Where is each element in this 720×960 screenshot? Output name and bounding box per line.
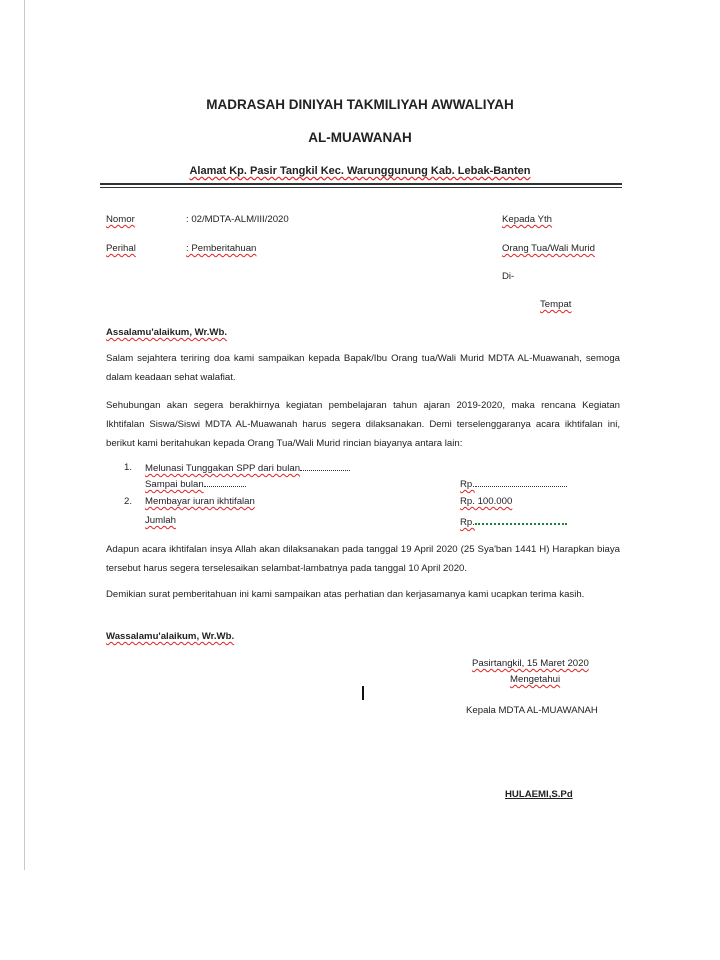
- paragraph-2: Sehubungan akan segera berakhirnya kegiatan pembelajaran tahun ajaran 2019-2020, maka rencana Kegiatan Ikhtifalan Siswa/Siswi MDTA AL-Muawanah harus segera dilaksanakan. Demi terselenggaranya acara ikhtifalan ini, berikut kami beritahukan kepada Orang Tua/Wali Murid rincian biayanya antara lain:: [106, 400, 620, 449]
- recipient-line1: Kepada Yth: [502, 214, 552, 225]
- paragraph-1: Salam sejahtera teriring doa kami sampaikan kepada Bapak/Ibu Orang tua/Wali Murid MDTA AL-Muawanah, semoga dalam keadaan sehat walafiat.: [106, 353, 620, 383]
- paragraph-4: Demikian surat pemberitahuan ini kami sampaikan atas perhatian dan kerjasamanya kami ucapkan terima kasih.: [106, 589, 585, 600]
- letter-title-line1: MADRASAH DINIYAH TAKMILIYAH AWWALIYAH: [206, 97, 514, 112]
- list-item2-text: Membayar iuran ikhtifalan: [145, 496, 255, 507]
- header-rule-thick: [100, 183, 622, 185]
- closing: Wassalamu'alaikum, Wr.Wb.: [106, 631, 235, 642]
- nomor-value: : 02/MDTA-ALM/III/2020: [186, 214, 289, 225]
- recipient-line3: Di-: [502, 271, 515, 282]
- letter-title-line2: AL-MUAWANAH: [308, 130, 412, 145]
- list-item1-text: Melunasi Tunggakan SPP dari bulan: [145, 462, 350, 475]
- list-total-amount: Rp.: [460, 515, 567, 529]
- header-rule-thin: [100, 187, 622, 188]
- list-item1-sub: Sampai bulan: [145, 478, 246, 491]
- list-total-label: Jumlah: [145, 515, 176, 526]
- list-item1-amount: Rp.: [460, 478, 567, 491]
- perihal-label: Perihal: [106, 243, 136, 254]
- paragraph-3: Adapun acara ikhtifalan insya Allah akan dilaksanakan pada tanggal 19 April 2020 (25 Sya'ban 1441 H) Harapkan biaya tersebut harus segera terselesaikan selambat-lambatnya pada tanggal 10 April 2020.: [106, 544, 620, 574]
- address-text: Alamat Kp. Pasir Tangkil Kec. Warunggunung Kab. Lebak-Banten: [189, 165, 531, 177]
- perihal-value: : Pemberitahuan: [186, 243, 257, 254]
- recipient-line4: Tempat: [540, 299, 572, 310]
- recipient-line2: Orang Tua/Wali Murid: [502, 243, 595, 254]
- signatory-name: HULAEMI,S.Pd: [505, 789, 573, 800]
- signatory-position: Kepala MDTA AL-MUAWANAH: [466, 705, 598, 716]
- text-cursor: [362, 686, 364, 700]
- list-item1-number: 1.: [124, 462, 133, 473]
- list-item2-amount: Rp. 100.000: [460, 496, 513, 507]
- place-date: Pasirtangkil, 15 Maret 2020: [472, 658, 589, 669]
- list-item2-number: 2.: [124, 496, 133, 507]
- letter-address: [0, 165, 720, 177]
- nomor-label: Nomor: [106, 214, 135, 225]
- mengetahui: Mengetahui: [510, 674, 561, 685]
- greeting: Assalamu'alaikum, Wr.Wb.: [106, 327, 227, 338]
